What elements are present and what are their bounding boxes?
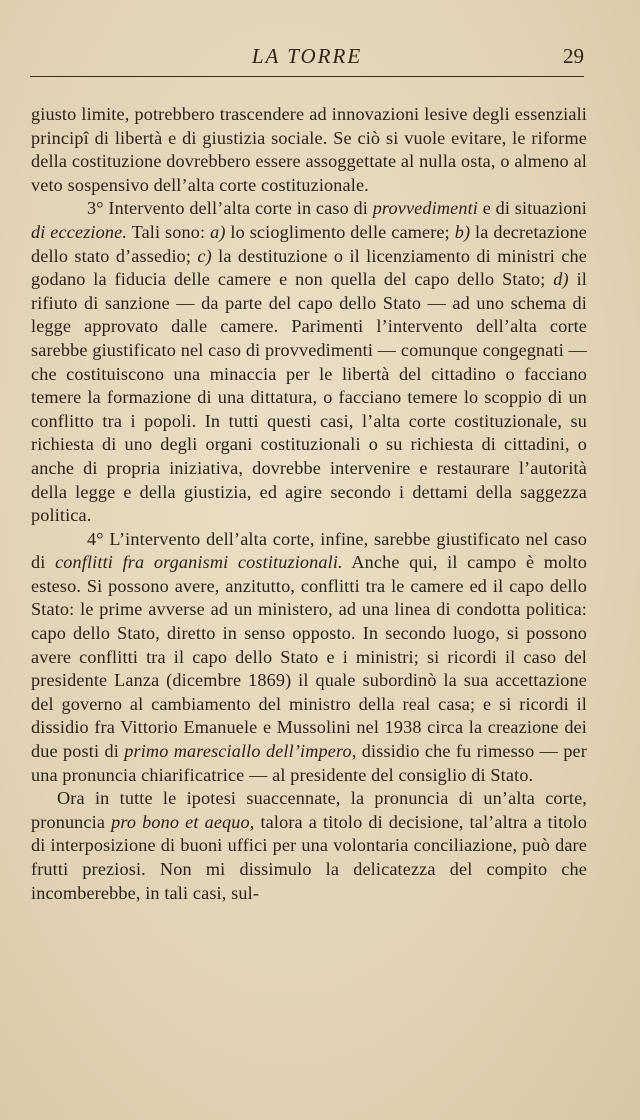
text-run: Tali sono: xyxy=(127,221,211,242)
text-run: la destituzione o il licenziamento di ministri che godano la fiducia delle camere e non quella del capo dello Stato; xyxy=(31,245,587,290)
text-run: la decretazione dello stato d’assedio; xyxy=(31,221,588,266)
text-run: 3° Intervento dell’alta corte in caso di xyxy=(87,198,373,219)
italic-text-run: d) xyxy=(553,269,569,290)
paragraph-point-3 xyxy=(31,197,587,527)
italic-text-run: b) xyxy=(454,221,471,242)
italic-text-run: c) xyxy=(197,245,212,266)
body-text xyxy=(31,103,587,905)
italic-text-run: provvedimenti xyxy=(372,198,478,219)
paragraph-point-4 xyxy=(31,528,587,788)
text-run: talora a titolo di decisione, tal’altra a titolo di interposizione di buoni uffici per una volontaria conciliazione, può dare frutti preziosi. Non mi dissimulo la delicatezza del compito che incomberebbe, in tali casi, sul- xyxy=(31,811,587,903)
page-header xyxy=(30,44,584,74)
running-title: LA TORRE xyxy=(251,44,363,68)
italic-text-run: di eccezione. xyxy=(31,221,128,242)
paragraph-conclusion xyxy=(31,787,587,905)
text-run: Anche qui, il campo è molto esteso. Si possono avere, anzitutto, conflitti tra le camere ed il capo dello Stato: le prime avverse ad un ministero, ad una linea di condotta politica: capo dello Stato, diretto in senso opposto. In secondo luogo, si possono avere conflitti tra il capo dello Stato e i ministri; si ricordi il caso del presidente Lanza (dicembre 1869) il quale subordinò la sua accettazione del governo al cambiamento del ministro della real casa; e si ricordi il dissidio fra Vittorio Emanuele e Mussolini nel 1938 circa la creazione dei due posti di xyxy=(31,552,587,762)
text-run: il rifiuto di sanzione — da parte del capo dello Stato — ad uno schema di legge approvato dalle camere. Parimenti l’intervento dell’alta corte sarebbe giustificato nel caso di provvedimenti — comunque congegnati — che costituiscono una minaccia per le libertà del cittadino o facciano temere la formazione di una dittatura, o facciano temere lo scoppio di un conflitto tra i popoli. In tutti questi casi, l’alta corte costituzionale, su richiesta di uno degli organi costituzionali o su richiesta di cittadini, o anche di propria iniziativa, dovrebbe intervenire e restaurare l’autorità della legge e della giustizia, ed agire secondo i dettami della saggezza politica. xyxy=(31,269,587,526)
text-run: 4° L’intervento dell’alta corte, infine, sarebbe giustificato nel caso di xyxy=(31,528,587,573)
page-number: 29 xyxy=(563,44,584,68)
paragraph-continuation xyxy=(31,103,587,197)
header-rule xyxy=(30,76,584,77)
italic-text-run: pro bono et aequo, xyxy=(111,811,255,832)
text-run: lo scioglimento delle camere; xyxy=(225,221,455,242)
italic-text-run: conflitti fra organismi costituzionali. xyxy=(55,552,343,573)
text-run: dissidio che fu rimesso — per una pronuncia chiarificatrice — al presidente del consiglio di Stato. xyxy=(31,741,587,785)
text-run: e di situazioni xyxy=(478,198,587,219)
italic-text-run: a) xyxy=(210,221,226,242)
text-run: giusto limite, potrebbero trascendere ad innovazioni lesive degli essenziali principî di libertà e di giustizia sociale. Se ciò si vuole evitare, le riforme della costituzione dovrebbero essere assoggettate al nulla osta, o almeno al veto sospensivo dell’alta corte costituzionale. xyxy=(31,104,587,195)
italic-text-run: primo maresciallo dell’impero, xyxy=(124,741,357,762)
text-run: Ora in tutte le ipotesi suaccennate, la pronuncia di un’alta corte, pronuncia xyxy=(31,788,587,832)
